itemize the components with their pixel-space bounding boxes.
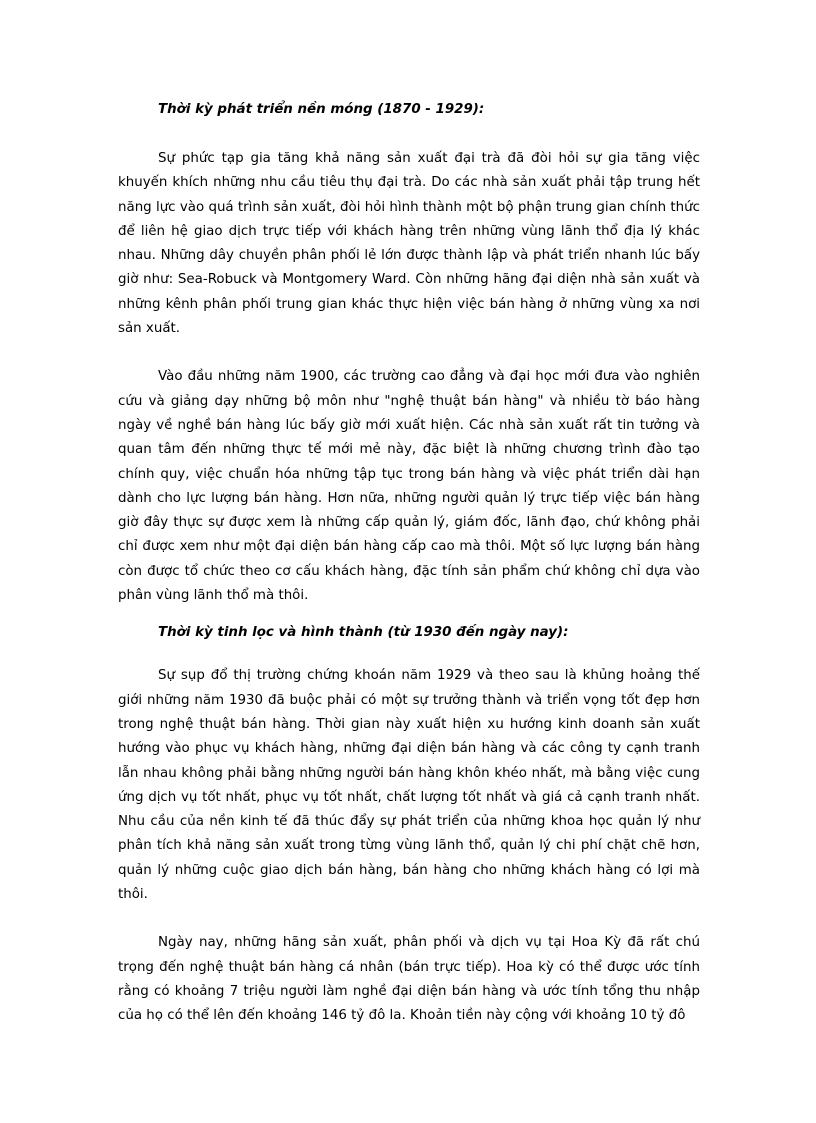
section-heading-refinement: Thời kỳ tinh lọc và hình thành (từ 1930 đến ngày nay): — [158, 625, 569, 641]
document-page — [118, 96, 700, 1029]
paragraph: Sự sụp đổ thị trường chứng khoán năm 1929 và theo sau là khủng hoảng thế giới những năm 1930 đã buộc phải có một sự trưởng thành và triển vọng tốt đẹp hơn trong nghệ thuật bán hàng. Thời gian này xuất hiện xu hướng kinh doanh sản xuất hướng vào phục vụ khách hàng, những đại diện bán hàng và các công ty cạnh tranh lẫn nhau không phải bằng những người bán hàng khôn khéo nhất, mà bằng việc cung ứng dịch vụ tốt nhất, phục vụ tốt nhất, chất lượng tốt nhất và giá cả cạnh tranh nhất. Nhu cầu của nền kinh tế đã thúc đẩy sự phát triển của những khoa học quản lý như phân tích khả năng sản xuất trong từng vùng lãnh thổ, quản lý chi phí chặt chẽ hơn, quản lý những cuộc giao dịch bán hàng, bán hàng cho những khách hàng có lợi mà thôi. — [118, 668, 700, 903]
section-heading-foundation: Thời kỳ phát triển nền móng (1870 - 1929): — [158, 102, 485, 117]
paragraph: Sự phức tạp gia tăng khả năng sản xuất đại trà đã đòi hỏi sự gia tăng việc khuyến khích những nhu cầu tiêu thụ đại trà. Do các nhà sản xuất phải tập trung hết năng lực vào quá trình sản xuất, đòi hỏi hình thành một bộ phận trung gian chính thức để liên hệ giao dịch trực tiếp với khách hàng trên những vùng lãnh thổ địa lý khác nhau. Những dây chuyền phân phối lẻ lớn được thành lập và phát triển nhanh lúc bấy giờ như: Sea-Robuck và Montgomery Ward. Còn những hãng đại diện nhà sản xuất và những kênh phân phối trung gian khác thực hiện việc bán hàng ở những vùng xa nơi sản xuất. — [118, 151, 700, 337]
paragraph: Ngày nay, những hãng sản xuất, phân phối và dịch vụ tại Hoa Kỳ đã rất chú trọng đến nghệ thuật bán hàng cá nhân (bán trực tiếp). Hoa kỳ có thể được ước tính rằng có khoảng 7 triệu người làm nghề đại diện bán hàng và ước tính tổng thu nhập của họ có thể lên đến khoảng 146 tỷ đô la. Khoản tiền này cộng với khoảng 10 tỷ đô — [118, 935, 700, 1024]
paragraph: Vào đầu những năm 1900, các trường cao đẳng và đại học mới đưa vào nghiên cứu và giảng dạy những bộ môn như "nghệ thuật bán hàng" và nhiều tờ báo hàng ngày về nghề bán hàng lúc bấy giờ mới xuất hiện. Các nhà sản xuất rất tin tưởng và quan tâm đến những thực tế mới mẻ này, đặc biệt là những chương trình đào tạo chính quy, việc chuẩn hóa những tập tục trong bán hàng và việc phát triển dài hạn dành cho lực lượng bán hàng. Hơn nữa, những người quản lý trực tiếp việc bán hàng giờ đây thực sự được xem là những cấp quản lý, giám đốc, lãnh đạo, chứ không phải chỉ được xem như một đại diện bán hàng cấp cao mà thôi. Một số lực lượng bán hàng còn được tổ chức theo cơ cấu khách hàng, đặc tính sản phẩm chứ không chỉ dựa vào phân vùng lãnh thổ mà thôi. — [118, 369, 700, 604]
